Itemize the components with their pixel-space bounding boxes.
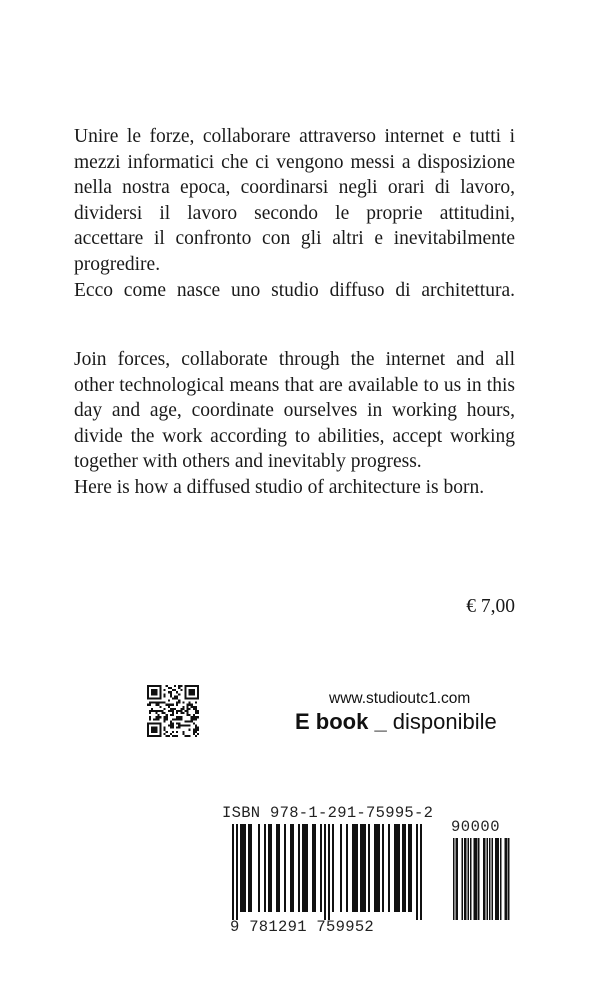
ean-digits: 9 781291 759952 [230,918,375,936]
qr-code-icon [147,685,199,737]
ebook-availability [295,709,497,735]
ean-barcode-bars [232,824,432,920]
addon-number: 90000 [451,818,501,836]
website-link[interactable]: www.studioutc1.com [329,690,471,707]
english-paragraph-1: Join forces, collaborate through the internet and all other technological means that are available to us in this day and age, coordinate ourselves in working hours, divide the work according to abilities, accept working together with others and inevitably progress. [74,349,515,473]
isbn-barcode [220,798,530,943]
isbn-number: ISBN 978-1-291-75995-2 [222,804,434,822]
price-label: € 7,00 [466,596,515,617]
italian-paragraph-1: Unire le forze, collaborare attraverso internet e tutti i mezzi informatici che ci vengono messi a disposizione nella nostra epoca, coordinarsi negli orari di lavoro, dividersi il lavoro secondo le proprie attitudini, accettare il confronto con gli altri e inevitabilmente progredire. [74,126,515,275]
english-paragraph-2: Here is how a diffused studio of architecture is born. [74,476,485,498]
italian-description [74,124,515,303]
addon-barcode-bars [453,838,521,920]
italian-paragraph-2: Ecco come nasce uno studio diffuso di architettura. [74,279,515,301]
english-description [74,347,515,501]
ebook-label: E book _ [295,709,387,734]
ebook-status: disponibile [386,709,497,734]
